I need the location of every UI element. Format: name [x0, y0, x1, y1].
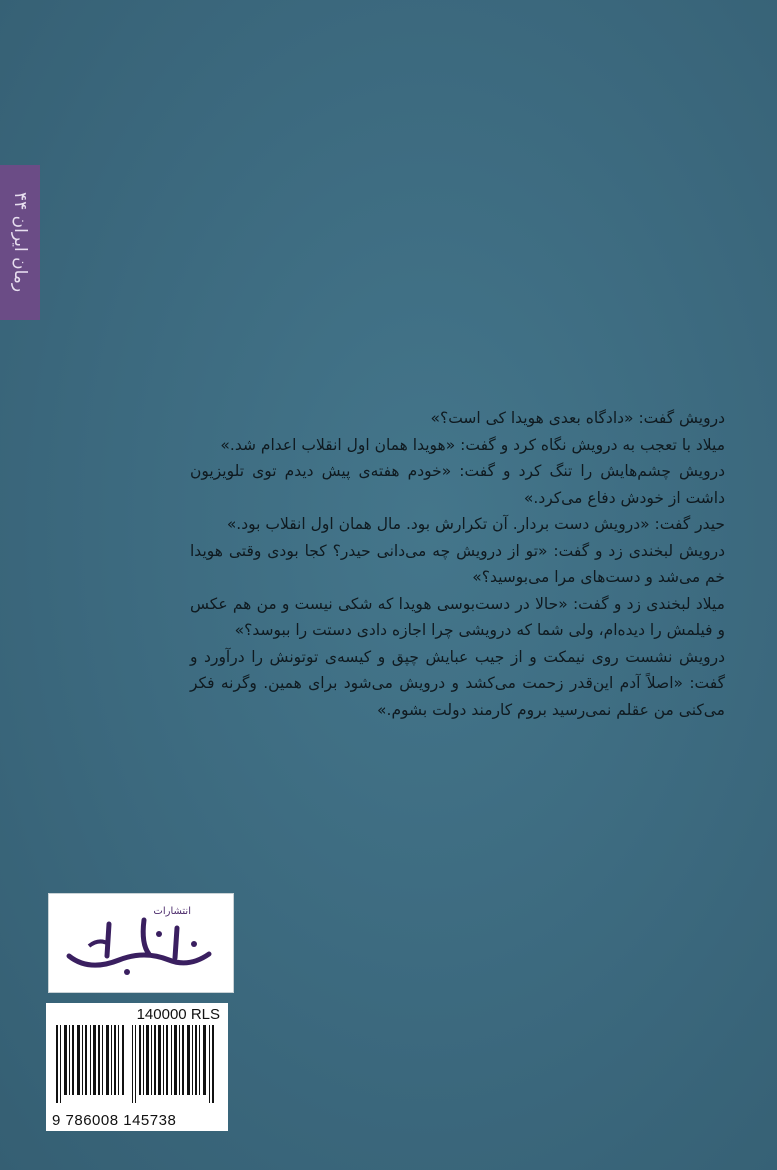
blurb-paragraph: درویش لبخندی زد و گفت: «تو از درویش چه می‌دانی حیدر؟ کجا بودی وقتی هویدا خم می‌شد و دست‌های مرا می‌بوسید؟»: [190, 541, 725, 586]
publisher-logo: [48, 893, 234, 993]
blurb-paragraph: درویش نشست روی نیمکت و از جیب عبایش چپق و کیسه‌ی توتونش را درآورد و گفت: «اصلاً آدم این‌قدر زحمت می‌کشد و درویش می‌شود برای همین. وگرنه فکر می‌کنی من عقلم نمی‌رسید بروم کارمند دولت بشوم.»: [190, 647, 725, 719]
blurb-paragraph: درویش چشم‌هایش را تنگ کرد و گفت: «خودم هفته‌ی پیش دیدم توی تلویزیون داشت از خودش دفاع می‌کرد.»: [190, 462, 725, 507]
blurb-paragraph: حیدر گفت: «درویش دست بردار. آن تکرارش بود. مال همان اول انقلاب بود.»: [226, 515, 725, 533]
barcode-sticker: [46, 1003, 228, 1131]
series-label: رمان ایران ۴۴: [10, 192, 30, 293]
publisher-logo-calligraphy-icon: [49, 894, 235, 994]
blurb-paragraph: میلاد لبخندی زد و گفت: «حالا در دست‌بوسی هویدا که شکی نیست و من هم عکس و فیلمش را دیده‌ام، ولی شما که درویشی چرا اجازه دادی دستت را ببوسد؟»: [190, 594, 725, 639]
blurb-paragraph: میلاد با تعجب به درویش نگاه کرد و گفت: «هویدا همان اول انقلاب اعدام شد.»: [220, 435, 725, 454]
price-label: 140000 RLS: [136, 1006, 220, 1023]
series-tab: [0, 165, 40, 320]
blurb-text: [190, 405, 725, 723]
publisher-label: انتشارات: [153, 906, 191, 917]
blurb-paragraph: درویش گفت: «دادگاه بعدی هویدا کی است؟»: [430, 409, 725, 427]
barcode-icon: [54, 1025, 220, 1103]
isbn-number: 9 786008 145738: [52, 1112, 177, 1129]
